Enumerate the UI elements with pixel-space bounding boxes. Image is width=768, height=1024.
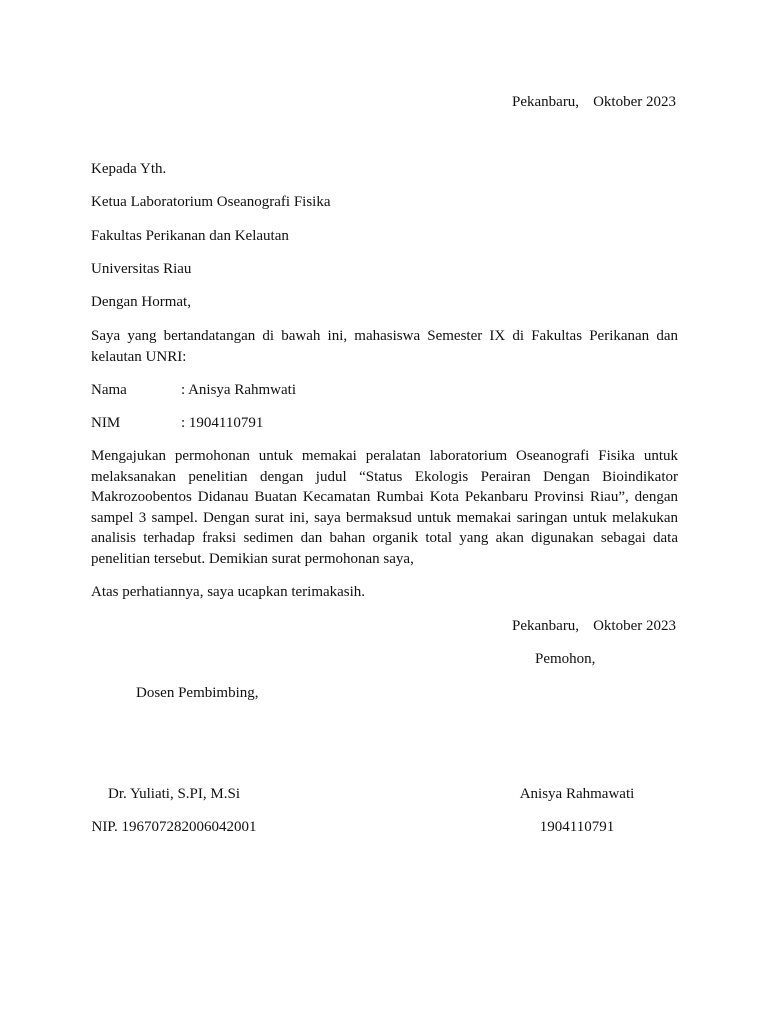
identity-nim-value: : 1904110791 bbox=[181, 415, 264, 431]
applicant-role: Pemohon, bbox=[535, 651, 596, 667]
signature-date bbox=[512, 616, 676, 636]
identity-name-value: : Anisya Rahmwati bbox=[181, 382, 296, 398]
intro-paragraph: Saya yang bertandatangan di bawah ini, mahasiswa Semester IX di Fakultas Perikanan dan kelautan UNRI: bbox=[91, 328, 678, 365]
closing-sentence: Atas perhatiannya, saya ucapkan terimakasih. bbox=[91, 584, 366, 600]
recipient-line-3: Universitas Riau bbox=[91, 261, 192, 277]
header-date-month: Oktober 2023 bbox=[593, 94, 676, 110]
supervisor-nip: NIP. 196707282006042001 bbox=[91, 819, 257, 835]
recipient-line-2: Fakultas Perikanan dan Kelautan bbox=[91, 228, 289, 244]
body-paragraph: Mengajukan permohonan untuk memakai peralatan laboratorium Oseanografi Fisika untuk melaksanakan penelitian dengan judul “Status Ekologis Perairan Dengan Bioindikator Makrozoobentos Didanau Buatan Kecamatan Rumbai Kota Pekanbaru Provinsi Riau”, dengan sampel 3 sampel. Dengan surat ini, saya bermaksud untuk memakai saringan untuk melakukan analisis terhadap fraksi sedimen dan bahan organik total yang akan digunakan sebagai data penelitian tersebut. Demikian surat permohonan saya, bbox=[91, 448, 678, 567]
identity-nim-label: NIM bbox=[91, 415, 121, 431]
recipient-greeting: Kepada Yth. bbox=[91, 161, 167, 177]
salutation: Dengan Hormat, bbox=[91, 294, 191, 310]
signature-date-place: Pekanbaru, bbox=[512, 618, 580, 634]
applicant-name: Anisya Rahmawati bbox=[519, 786, 635, 802]
supervisor-role: Dosen Pembimbing, bbox=[136, 685, 259, 701]
applicant-nim: 1904110791 bbox=[539, 819, 615, 835]
identity-name-label: Nama bbox=[91, 382, 127, 398]
signature-date-month: Oktober 2023 bbox=[593, 618, 676, 634]
recipient-line-1: Ketua Laboratorium Oseanografi Fisika bbox=[91, 194, 331, 210]
identity-nim-row bbox=[91, 413, 263, 433]
supervisor-name: Dr. Yuliati, S.PI, M.Si bbox=[108, 786, 240, 802]
header-date-place: Pekanbaru, bbox=[512, 94, 580, 110]
header-date bbox=[512, 92, 676, 112]
identity-name-row bbox=[91, 380, 296, 400]
